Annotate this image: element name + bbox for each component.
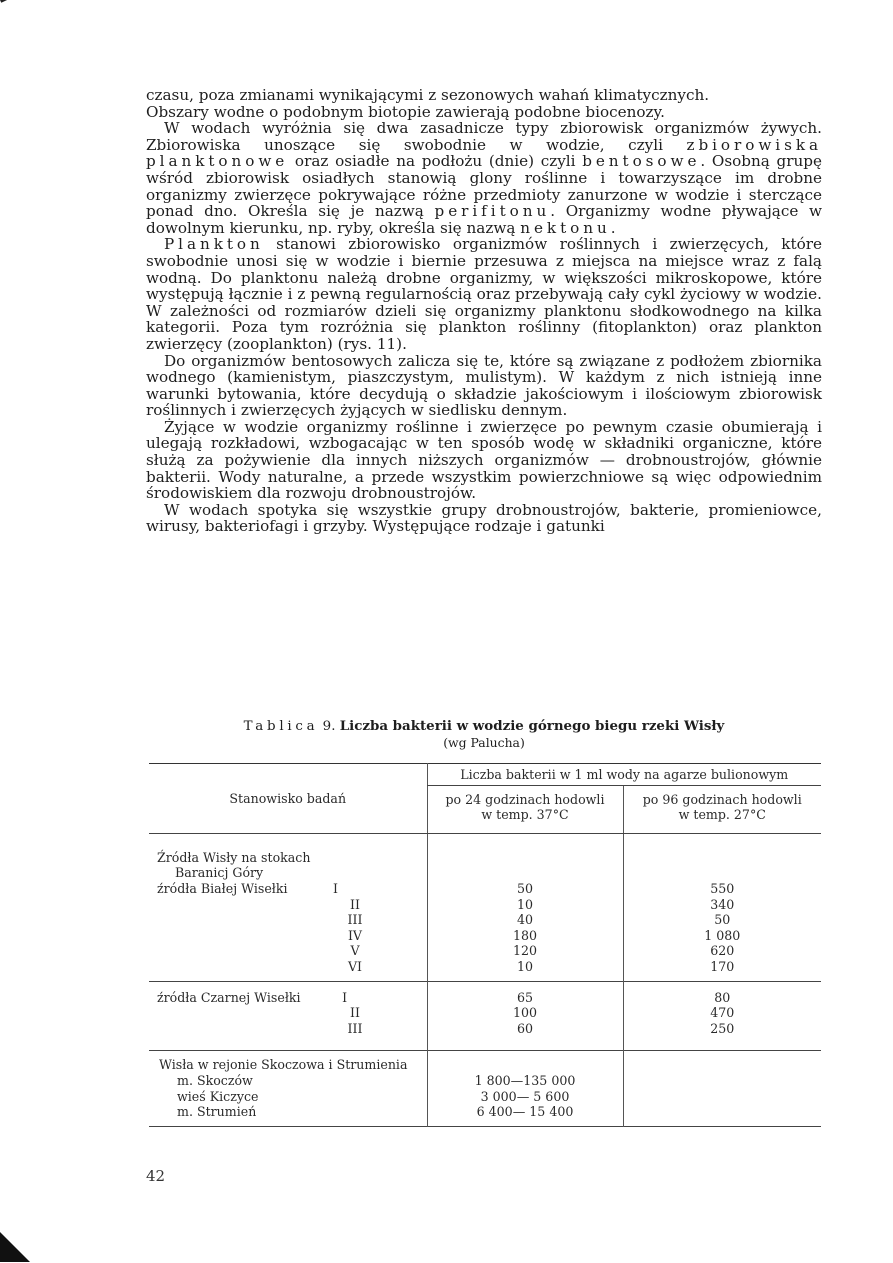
- header-col-96h-line1: po 96 godzinach hodowli: [642, 791, 802, 807]
- table-row: [149, 1089, 821, 1105]
- paragraph-plankton: [146, 236, 822, 352]
- text-run: W wodach wyróżnia się dwa zasadnicze typy zbiorowisk organizmów żywych. Zbiorowiska unoszące się swobodnie w wodzie, czyli: [146, 119, 822, 154]
- table-row: [149, 959, 821, 981]
- group2-sub: [149, 981, 427, 1005]
- cell-96h: 620: [623, 943, 821, 959]
- row-label: wieś Kiczyce: [177, 1088, 259, 1104]
- cell-96h: 340: [623, 897, 821, 913]
- row-label: I: [342, 989, 348, 1005]
- cell-24h: 3 000— 5 600: [427, 1089, 623, 1105]
- paragraph-intro: [146, 87, 822, 120]
- table-row: [149, 1073, 821, 1089]
- table-row: [149, 928, 821, 944]
- cell-96h: 550: [623, 881, 821, 897]
- group2-sub-label: źródła Czarnej Wisełki: [157, 989, 301, 1005]
- group1-sub: [149, 881, 427, 897]
- cell-24h: 100: [427, 1005, 623, 1021]
- bacteria-table: [149, 763, 821, 1127]
- paragraph-decomposition: Żyjące w wodzie organizmy roślinne i zwierzęce po pewnym czasie obumierają i ulegają rozkładowi, wzbogacając w ten sposób wodę w składniki organiczne, które służą za pożywienie dla innych niższych organizmów — drobnoustrojów, głównie bakterii. Wody naturalne, a przede wszystkim powierzchniowe są więc odpowiednim środowiskiem dla rozwoju drobnoustrojów.: [146, 417, 822, 503]
- group1-title-line1: Źródła Wisły na stokach: [157, 849, 311, 865]
- table-row: [149, 981, 821, 1005]
- term-periphyton: perifitonu: [434, 202, 551, 221]
- row-label: II: [350, 896, 360, 912]
- header-site: Stanowisko badań: [149, 764, 427, 834]
- row-label: m. Skoczów: [177, 1072, 253, 1088]
- cell-24h: 10: [427, 959, 623, 981]
- cell-24h: 10: [427, 897, 623, 913]
- cell-24h: 6 400— 15 400: [427, 1104, 623, 1126]
- cell-96h: 170: [623, 959, 821, 981]
- group1-title-line2: Baranicj Góry: [175, 865, 264, 881]
- header-col-24h-line1: po 24 godzinach hodowli: [445, 791, 605, 807]
- header-col-96h: [623, 785, 821, 833]
- page-number: 42: [146, 1167, 166, 1185]
- text-run: stanowi zbiorowisko organizmów roślinnych i zwierzęcych, które swobodnie unosi się w wodzie i biernie przesuwa z miejsca na miejsce wraz z falą wodną. Do planktonu należą drobne organizmy, w większości mikroskopowe, które występują łącznie i z pewną regularnością oraz przebywają cały cykl życiowy w wodzie. W zależności od rozmiarów dzieli się organizmy planktonu słodkowodnego na kilka kategorii. Poza tym rozróżnia się plankton roślinny (fitoplankton) oraz plankton zwierzęcy (zooplankton) (rys. 11).: [146, 235, 822, 353]
- row-label: V: [350, 943, 360, 959]
- header-col-96h-line2: w temp. 27°C: [678, 807, 766, 823]
- paragraph-microorganisms: W wodach spotyka się wszystkie grupy drobnoustrojów, bakterie, promieniowce, wirusy, bakteriofagi i grzyby. Występujące rodzaje i gatunki: [146, 500, 822, 536]
- cell-96h: 470: [623, 1005, 821, 1021]
- row-label: VI: [347, 958, 363, 974]
- table-row: [149, 1104, 821, 1126]
- body-text: [146, 87, 822, 535]
- text-run: . Osobną grupę wśród zbiorowisk osiadłych stanowią glony roślinne i towarzyszące im drobne organizmy zwierzęce pokrywające różne przedmioty zanurzone w wodzie i sterczące ponad dno. Określa się je nazwą: [146, 152, 823, 221]
- table-caption: [146, 718, 822, 752]
- cell-96h: [623, 1073, 821, 1089]
- paragraph-benthos: Do organizmów bentosowych zalicza się te, które są związane z podłożem zbiornika wodnego (kamienistym, piaszczystym, mulistym). W każdym z nich istnieją inne warunki bytowania, które decydują o składzie jakościowym i ilościowym zbiorowisk roślinnych i zwierzęcych żyjących w siedlisku dennym.: [146, 351, 822, 420]
- group1-sub-label: źródła Białej Wisełki: [157, 880, 288, 896]
- row-label: m. Strumień: [177, 1104, 257, 1120]
- cell-96h: 50: [623, 912, 821, 928]
- intro-line-1: czasu, poza zmianami wynikającymi z sezonowych wahań klimatycznych.: [146, 86, 710, 104]
- scan-mark-bottom-left: [0, 1232, 30, 1262]
- row-label: IV: [347, 927, 363, 943]
- cell-24h: 50: [427, 881, 623, 897]
- table-row: [149, 943, 821, 959]
- caption-number: 9.: [322, 719, 336, 734]
- cell-24h: 65: [427, 981, 623, 1005]
- row-label: III: [347, 1020, 363, 1036]
- cell-24h: 1 800—135 000: [427, 1073, 623, 1089]
- table-row: [149, 912, 821, 928]
- cell-24h: 120: [427, 943, 623, 959]
- cell-24h: 180: [427, 928, 623, 944]
- row-label: I: [333, 880, 339, 896]
- caption-source: (wg Palucha): [443, 735, 525, 750]
- header-group: Liczba bakterii w 1 ml wody na agarze bulionowym: [427, 764, 821, 786]
- paragraph-communities: [146, 120, 822, 236]
- group3-title: Wisła w rejonie Skoczowa i Strumienia: [159, 1057, 408, 1073]
- text-run: oraz osiadłe na podłożu (dnie) czyli: [288, 152, 583, 171]
- table-row: [149, 897, 821, 913]
- caption-label: Tablica: [243, 719, 319, 734]
- row-label: II: [350, 1005, 360, 1021]
- row-label: III: [347, 912, 363, 928]
- cell-96h: 80: [623, 981, 821, 1005]
- header-col-24h-line2: w temp. 37°C: [481, 807, 569, 823]
- cell-24h: 40: [427, 912, 623, 928]
- table-row: [149, 1005, 821, 1021]
- intro-line-2: Obszary wodne o podobnym biotopie zawierają podobne biocenozy.: [146, 102, 665, 121]
- cell-96h: 250: [623, 1021, 821, 1051]
- caption-title: Liczba bakterii w wodzie górnego biegu rzeki Wisły: [339, 718, 725, 734]
- scan-mark-top-left: [0, 0, 14, 3]
- term-plankton: Plankton: [164, 235, 264, 254]
- cell-96h: [623, 1089, 821, 1105]
- term-plankton-communities: zbiorowiska planktonowe: [146, 135, 822, 171]
- cell-96h: [623, 1104, 821, 1126]
- cell-24h: 60: [427, 1021, 623, 1051]
- text-run: .: [610, 218, 616, 237]
- term-nekton: nektonu: [520, 218, 611, 237]
- text-run: . Organizmy wodne pływające w dowolnym kierunku, np. ryby, określa się nazwą: [146, 202, 823, 237]
- table-row: [149, 1021, 821, 1051]
- term-benthic: bentosowe: [582, 152, 701, 171]
- header-col-24h: [427, 785, 623, 833]
- table-row: [149, 881, 821, 897]
- cell-96h: 1 080: [623, 928, 821, 944]
